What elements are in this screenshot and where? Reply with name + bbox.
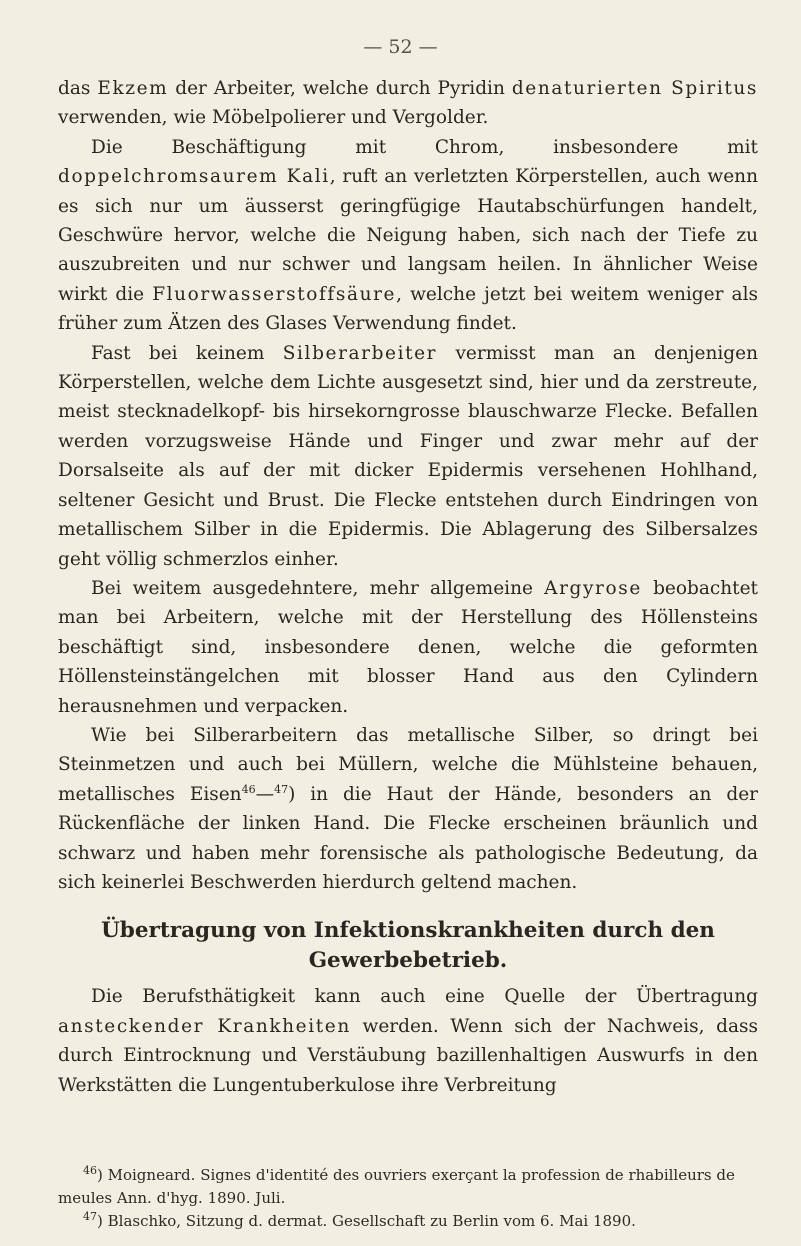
text-run: , welche jetzt bei weitem weniger als früher zum Ätzen des Glases Verwendung findet. — [58, 283, 758, 335]
text-run: beobachtet man bei Arbeitern, welche mit der Herstellung des Höllensteins beschäftigt sind, insbesondere denen, welche die geformten Höllensteinstängelchen mit blosser Hand aus den Cylindern herausnehmen und verpacken. — [58, 577, 758, 717]
text-run: werden. Wenn sich der Nachweis, dass durch Eintrocknung und Verstäubung bazillenhaltigen Auswurfs in den Werkstätten die Lungentuberkulose ihre Verbreitung — [58, 1015, 758, 1096]
footnotes — [58, 1164, 758, 1233]
text-run: Die Berufsthätigkeit kann auch eine Quelle der Übertragung — [91, 986, 758, 1008]
text-run: das — [58, 78, 98, 99]
footnote-ref[interactable]: 46 — [241, 782, 256, 796]
footnote-number: 47 — [83, 1210, 97, 1223]
emphasis-term: denaturierten Spiritus — [511, 78, 758, 99]
text-run: , ruft an verletzten Körperstellen, auch wenn es sich nur um äusserst geringfügige Hautabschürfungen handelt, Geschwüre hervor, welche die Neigung haben, sich nach der Tiefe zu auszubreiten und nur schwer und langsam heilen. In ähnlicher Weise wirkt die — [58, 166, 758, 305]
text-run: Fast bei keinem — [91, 342, 283, 364]
emphasis-term: doppelchromsaurem Kali — [58, 166, 330, 188]
text-run: der Arbeiter, welche durch Pyridin — [168, 78, 512, 99]
section-heading — [58, 916, 758, 976]
text-run: vermisst man an denjenigen Körperstellen, welche dem Lichte ausgesetzt sind, hier und da zerstreute, meist stecknadelkopf- bis hirsekorngrosse blauschwarze Flecke. Befallen werden vorzugsweise Hände und Finger und zwar mehr auf der Dorsalseite als auf der mit dicker Epidermis versehenen Hohlhand, seltener Gesicht und Brust. Die Flecke entstehen durch Eindringen von metallischem Silber in die Epidermis. Die Ablagerung des Silbersalzes geht völlig schmerzlos einher. — [58, 342, 758, 570]
page-number: — 52 — — [363, 36, 438, 58]
main-text — [58, 74, 758, 1100]
text-run: Bei weitem ausgedehntere, mehr allgemeine — [91, 577, 545, 599]
footnote-ref[interactable]: 47 — [274, 782, 289, 796]
emphasis-term: ansteckender Krankheiten — [58, 1015, 351, 1037]
footnote-text: ) Moigneard. Signes d'identité des ouvriers exerçant la profession de rhabilleurs de meules Ann. d'hyg. 1890. Juli. — [58, 1166, 735, 1207]
footnote — [58, 1210, 758, 1233]
paragraph — [58, 74, 758, 133]
text-run: — — [255, 783, 275, 805]
paragraph — [58, 982, 758, 1100]
emphasis-term: Argyrose — [544, 577, 642, 599]
emphasis-term: Silberarbeiter — [282, 342, 438, 364]
paragraph — [58, 133, 758, 339]
paragraph — [58, 574, 758, 721]
text-run: verwenden, wie Möbelpolierer und Vergolder. — [58, 107, 489, 129]
footnote — [58, 1164, 758, 1210]
footnote-text: ) Blaschko, Sitzung d. dermat. Gesellschaft zu Berlin vom 6. Mai 1890. — [97, 1212, 636, 1230]
emphasis-term: Fluorwasserstoffsäure — [152, 283, 397, 305]
text-run: Die Beschäftigung mit Chrom, insbesondere mit — [91, 136, 758, 158]
paragraph — [58, 339, 758, 574]
footnote-number: 46 — [83, 1164, 97, 1177]
text-run: Wie bei Silberarbeitern das metallische Silber, so dringt bei Steinmetzen und auch bei Müllern, welche die Mühlsteine behauen, metallisches Eisen — [58, 724, 758, 805]
section-heading-line: Gewerbebetrieb. — [308, 948, 508, 974]
emphasis-term: Ekzem — [97, 78, 169, 99]
text-run: ) in die Haut der Hände, besonders an der Rückenfläche der linken Hand. Die Flecke erscheinen bräunlich und schwarz und haben mehr forensische als pathologische Bedeutung, da sich keinerlei Beschwerden hierdurch geltend machen. — [58, 783, 759, 893]
paragraph — [58, 721, 758, 897]
section-heading-line: Übertragung von Infektionskrankheiten durch den — [101, 918, 715, 944]
